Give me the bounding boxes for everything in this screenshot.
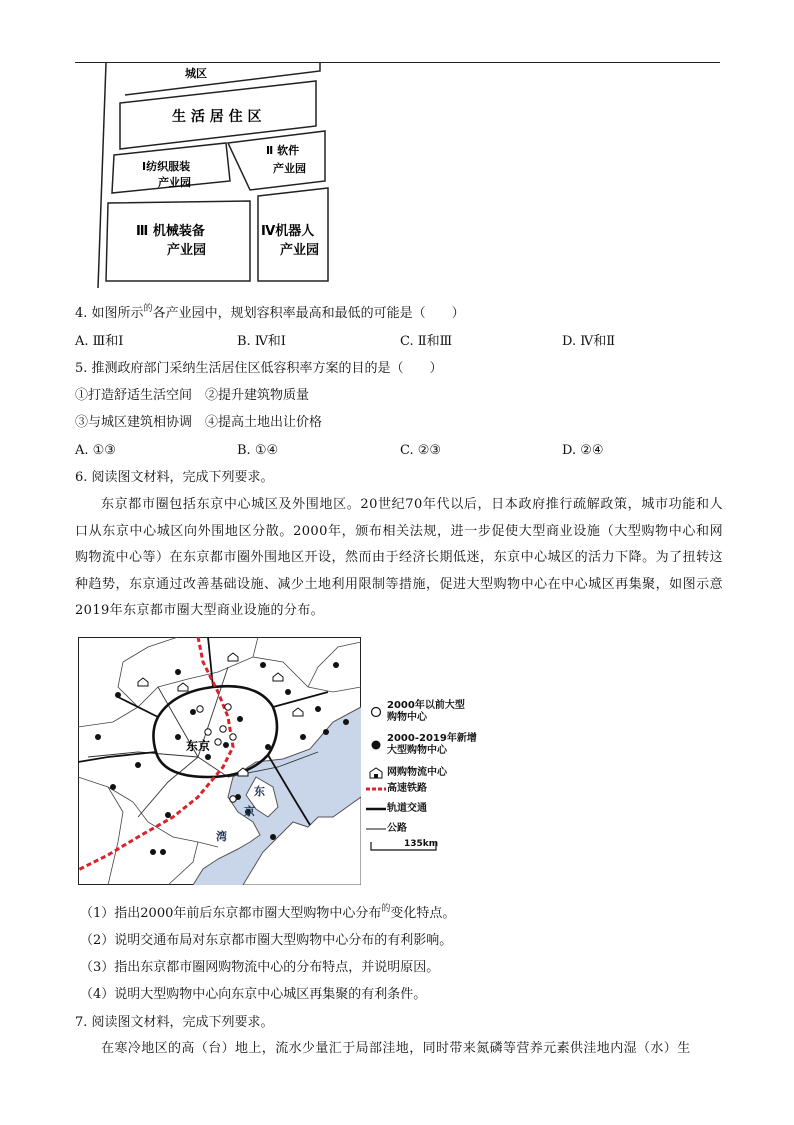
q6-passage: 东京都市圈包括东京中心城区及外围地区。20世纪70年代以后，日本政府推行疏解政策，城市功能和人口从东京中心城区向外围地区分散。2000年，颁布相关法规，进一步促使大型商业设施（大型购物中心和网购物流中心等）在东京都市圈外围地区开设，然而由于经济长期低迷，东京中心城区的活力下降。为了扭转这种趋势，东京通过改善基础设施、减少土地利用限制等措施，促进大型购物中心在中心城区再集聚，如图示意2019年东京都市圈大型商业设施的分布。 [75,497,723,618]
q6-subq-1-b: 变化特点。 [390,906,456,921]
q5-option-c: C. ②③ [400,443,442,458]
q7-passage: 在寒冷地区的高（台）地上，流水少量汇于局部洼地，同时带来氮磷等营养元素供洼地内湿（水）生 [101,1041,691,1056]
zone2-block [228,131,325,190]
industrial-park-diagram [80,63,340,288]
q4-option-a: A. Ⅲ和Ⅰ [75,334,124,349]
legend-pre2000-line2: 购物中心 [387,712,427,723]
map-label-tokyo: 东京 [186,739,211,753]
zone3-block [106,201,250,281]
legend-road-label: 公路 [387,823,407,834]
q6-subq-1 [80,906,455,923]
q6-subq-4: （4）说明大型购物中心向东京中心城区再集聚的有利条件。 [80,987,427,1002]
residential-label: 生 活 居 住 区 [172,109,262,125]
warehouse-icon [368,767,384,779]
zone1-label-line1: Ⅰ纺织服装 [142,160,191,173]
q4-stem-a: 4. 如图所示 [75,306,144,321]
filled-dot-icon [370,739,382,751]
map-label-bay-1: 东 [254,785,265,798]
q6-stem: 6. 阅读图文材料，完成下列要求。 [75,470,274,485]
road-icon [366,823,386,835]
q5-option-a: A. ①③ [75,443,116,458]
zone4-label-line2: 产业园 [280,243,320,258]
q4-option-c: C. Ⅱ和Ⅲ [400,334,453,349]
city-label: 城区 [185,67,207,80]
map-legend [366,700,506,860]
scale-label: 135km [404,839,439,849]
map-label-bay-2: 京 [244,805,255,818]
map-label-bay-3: 湾 [216,830,227,843]
q6-subq-2: （2）说明交通布局对东京都市圈大型购物中心分布的有利影响。 [80,933,453,948]
q5-option-d: D. ②④ [562,443,604,458]
legend-rail-transit-label: 轨道交通 [387,803,427,814]
q4-option-b: B. Ⅳ和Ⅰ [237,334,286,349]
q4-stem-b: 各产业园中，规划容积率最高和最低的可能是（ ） [152,306,465,321]
open-circle-icon [370,706,382,718]
q6-subq-1-sup: 的 [381,904,391,914]
zone3-label-line1: Ⅲ 机械装备 [136,224,205,239]
zone1-label-line2: 产业园 [158,176,191,189]
legend-pre2000-line1: 2000年以前大型 [387,700,465,711]
legend-new-line1: 2000-2019年新增 [387,733,477,744]
legend-logistics-label: 网购物流中心 [387,767,447,778]
q6-subq-3: （3）指出东京都市圈网购物流中心的分布特点，并说明原因。 [80,960,440,975]
zone3-label-line2: 产业园 [167,243,207,258]
q5-stem: 5. 推测政府部门采纳生活居住区低容积率方案的目的是（ ） [75,361,443,376]
legend-highspeed-rail-label: 高速铁路 [387,783,427,794]
zone2-label-line1: Ⅱ 软件 [266,144,300,157]
q6-subq-1-a: （1）指出2000年前后东京都市圈大型购物中心分布 [80,906,382,921]
zone4-label-line1: Ⅳ机器人 [261,224,315,239]
q7-stem: 7. 阅读图文材料，完成下列要求。 [75,1015,274,1030]
q5-items-line1: ①打造舒适生活空间 ②提升建筑物质量 [75,388,310,403]
q5-option-b: B. ①④ [237,443,279,458]
tokyo-map [78,637,361,885]
rail-transit-icon [366,803,386,815]
railway-icon [366,783,386,795]
q4-option-d: D. Ⅳ和Ⅱ [562,334,616,349]
q4-stem [75,306,465,323]
q5-items-line2: ③与城区建筑相协调 ④提高土地出让价格 [75,415,323,430]
zone2-label-line2: 产业园 [273,162,306,175]
left-road-edge [98,63,106,288]
q4-stem-sup: 的 [143,304,153,314]
legend-new-line2: 大型购物中心 [387,745,447,756]
